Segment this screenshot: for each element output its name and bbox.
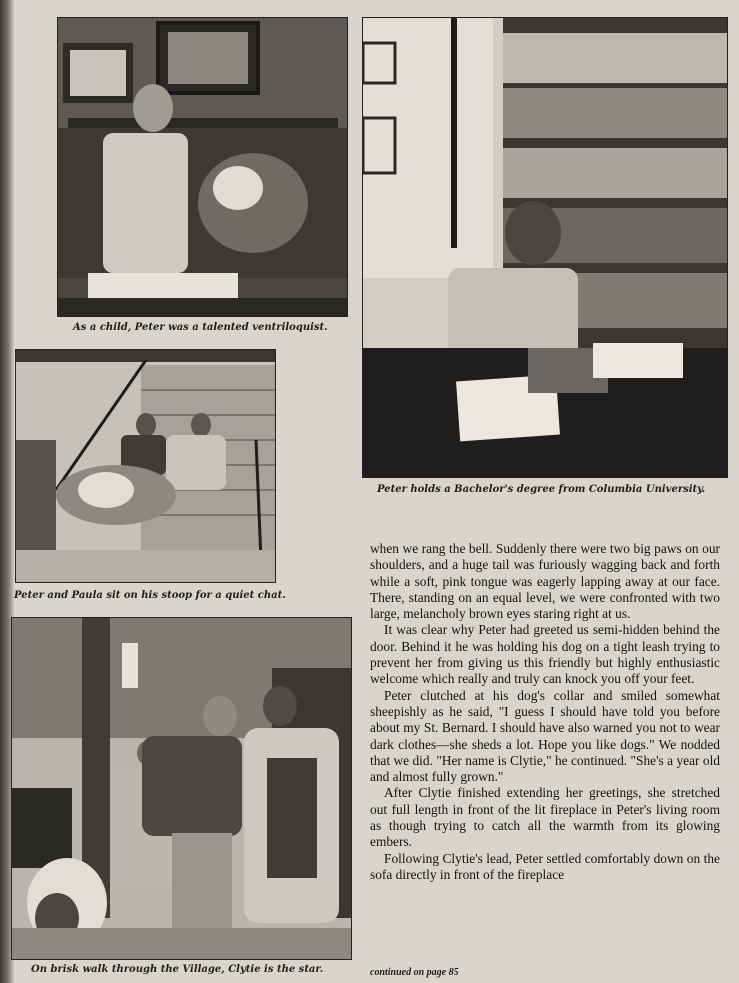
photo-ventriloquist-image xyxy=(58,18,347,316)
photo-stoop-image xyxy=(16,350,275,582)
article-paragraph: It was clear why Peter had greeted us semi-hidden behind the door. Behind it he was holding his dog on a tight leash trying to prevent her from giving us this friendly but highly enthusiastic welcome which really and truly can knock you off your feet. xyxy=(370,622,720,687)
article-paragraph: Peter clutched at his dog's collar and smiled somewhat sheepishly as he said, "I guess I should have told you before about my St. Bernard. I should have also warned you not to wear dark clothes—she sheds a lot. Hope you like dogs." We nodded that we did. "Her name is Clytie," he continued. "She's a year old and almost fully grown." xyxy=(370,687,720,785)
article-paragraph: when we rang the bell. Suddenly there were two big paws on our shoulders, and a huge tail was furiously wagging back and forth while a soft, pink tongue was eagerly lapping away at our face. There, standing on an equal level, we were confronted with two large, melancholy brown eyes staring right at us. xyxy=(370,541,720,622)
continued-note: continued on page 85 xyxy=(370,967,459,978)
article-paragraph: Following Clytie's lead, Peter settled comfortably down on the sofa directly in front of the fireplace xyxy=(370,850,720,882)
photo-walk-image xyxy=(12,618,351,959)
caption-photo-walk: On brisk walk through the Village, Clytie is the star. xyxy=(31,964,324,975)
photo-stoop xyxy=(15,349,276,583)
article-paragraph: After Clytie finished extending her greetings, she stretched out full length in front of the lit fireplace in Peter's living room as though trying to catch all the warmth from its glowing embers. xyxy=(370,785,720,850)
photo-typewriter-image xyxy=(363,18,727,477)
photo-typewriter xyxy=(362,17,728,478)
caption-photo-ventriloquist: As a child, Peter was a talented ventriloquist. xyxy=(73,322,328,333)
photo-ventriloquist xyxy=(57,17,348,317)
caption-photo-stoop: Peter and Paula sit on his stoop for a quiet chat. xyxy=(14,590,286,601)
article-body xyxy=(370,541,720,883)
photo-walk xyxy=(11,617,352,960)
caption-photo-typewriter: Peter holds a Bachelor's degree from Columbia University. xyxy=(377,484,706,495)
